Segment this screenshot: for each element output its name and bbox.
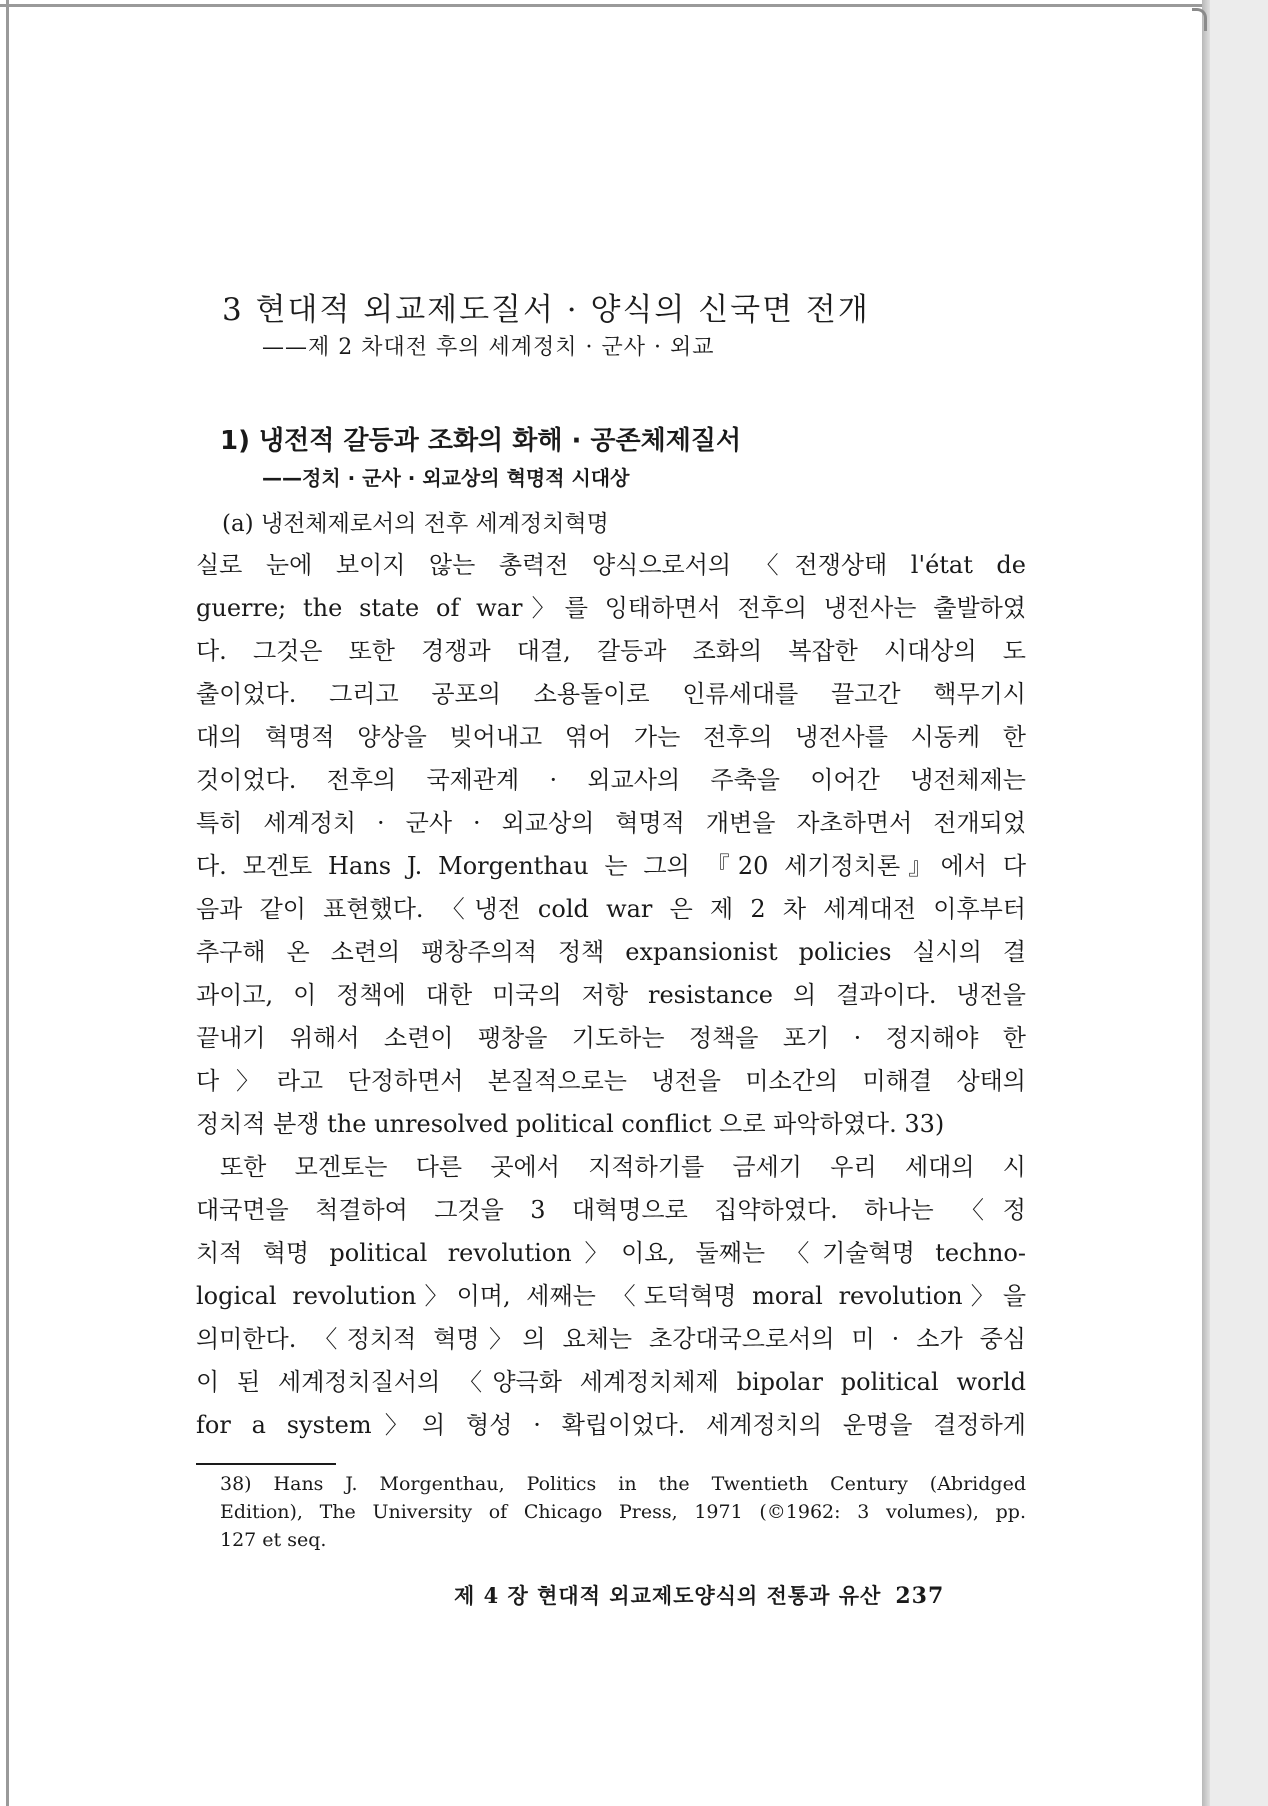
body-line: 또한 모겐토는 다른 곳에서 지적하기를 금세기 우리 세대의 시 xyxy=(220,1153,1026,1181)
body-line: 실로 눈에 보이지 않는 총력전 양식으로서의 〈전쟁상태 l'état de xyxy=(196,551,1026,579)
subsection-subtitle: ——정치 · 군사 · 외교상의 혁명적 시대상 xyxy=(262,466,630,490)
section-title: 3 현대적 외교제도질서 · 양식의 신국면 전개 xyxy=(222,292,870,328)
body-line: 의미한다. 〈정치적 혁명〉의 요체는 초강대국으로서의 미 · 소가 중심 xyxy=(196,1325,1026,1353)
body-line: logical revolution〉이며, 세째는 〈도덕혁명 moral revolution〉을 xyxy=(196,1282,1026,1310)
body-line: 대국면을 척결하여 그것을 3 대혁명으로 집약하였다. 하나는 〈정 xyxy=(196,1196,1026,1224)
viewer-background xyxy=(1210,0,1268,1806)
body-line: 치적 혁명 political revolution〉이요, 둘째는 〈기술혁명 techno- xyxy=(196,1239,1026,1267)
footnote-line: 127 et seq. xyxy=(220,1529,327,1551)
body-line: 대의 혁명적 양상을 빚어내고 엮어 가는 전후의 냉전사를 시동케 한 xyxy=(196,723,1026,751)
body-line: 다. 그것은 또한 경쟁과 대결, 갈등과 조화의 복잡한 시대상의 도 xyxy=(196,637,1026,665)
page-left-edge xyxy=(6,0,9,1806)
running-footer xyxy=(454,1580,944,1610)
page-right-edge xyxy=(1202,0,1210,1806)
footnote xyxy=(220,1470,1026,1554)
body-line: 이 된 세계정치질서의 〈양극화 세계정치체제 bipolar political world xyxy=(196,1368,1026,1396)
body-line: 것이었다. 전후의 국제관계 · 외교사의 주축을 이어간 냉전체제는 xyxy=(196,766,1026,794)
body-line: for a system〉의 형성 · 확립이었다. 세계정치의 운명을 결정하게 xyxy=(196,1411,1026,1439)
body-line: 다〉라고 단정하면서 본질적으로는 냉전을 미소간의 미해결 상태의 xyxy=(196,1067,1026,1095)
body-line: 출이었다. 그리고 공포의 소용돌이로 인류세대를 끌고간 핵무기시 xyxy=(196,680,1026,708)
body-line: 음과 같이 표현했다. 〈냉전 cold war 은 제 2 차 세계대전 이후부터 xyxy=(196,895,1026,923)
footnote-divider xyxy=(196,1463,336,1465)
body-line: guerre; the state of war〉를 잉태하면서 전후의 냉전사는 출발하였 xyxy=(196,594,1026,622)
page-number: 237 xyxy=(895,1583,945,1609)
body-line: 끝내기 위해서 소련이 팽창을 기도하는 정책을 포기 · 정지해야 한 xyxy=(196,1024,1026,1052)
body-line: 다. 모겐토 Hans J. Morgenthau 는 그의 『20 세기정치론』에서 다 xyxy=(196,852,1026,880)
body-paragraphs xyxy=(196,544,1026,1447)
page-top-edge xyxy=(0,4,1210,7)
body-line: 과이고, 이 정책에 대한 미국의 저항 resistance 의 결과이다. 냉전을 xyxy=(196,981,1026,1009)
running-title: 제 4 장 현대적 외교제도양식의 전통과 유산 xyxy=(454,1583,882,1608)
body-line: 특히 세계정치 · 군사 · 외교상의 혁명적 개변을 자초하면서 전개되었 xyxy=(196,809,1026,837)
subsection-title: 1) 냉전적 갈등과 조화의 화해 · 공존체제질서 xyxy=(220,426,742,456)
page-curl-icon xyxy=(1192,8,1207,31)
footnote-line: 38) Hans J. Morgenthau, Politics in the Twentieth Century (Abridged xyxy=(220,1473,1026,1495)
body-line: 추구해 온 소련의 팽창주의적 정책 expansionist policies 실시의 결 xyxy=(196,938,1026,966)
section-subtitle: ——제 2 차대전 후의 세계정치 · 군사 · 외교 xyxy=(262,335,715,360)
footnote-line: Edition), The University of Chicago Press, 1971 (©1962: 3 volumes), pp. xyxy=(220,1501,1026,1523)
item-heading: (a) 냉전체제로서의 전후 세계정치혁명 xyxy=(222,511,609,537)
body-line: 정치적 분쟁 the unresolved political conflict 으로 파악하였다. 33) xyxy=(196,1110,945,1138)
